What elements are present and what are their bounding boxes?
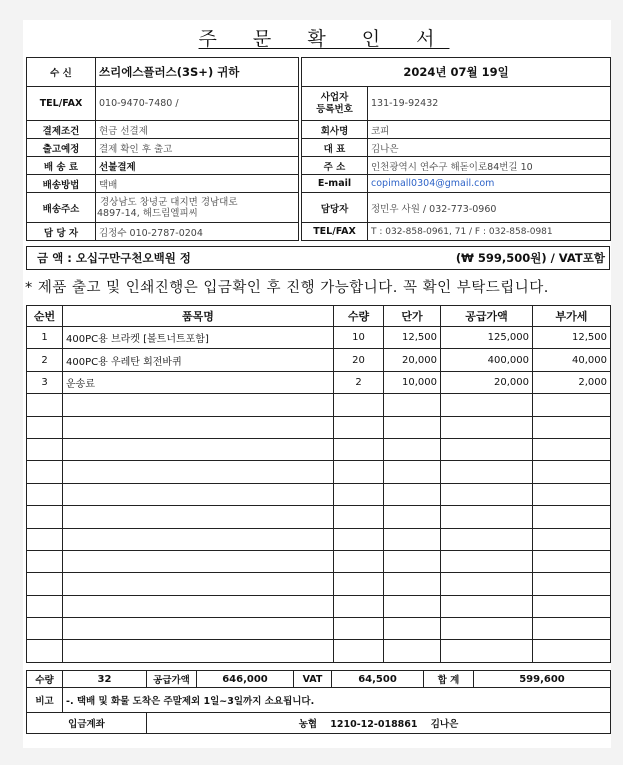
items-table bbox=[26, 305, 611, 663]
empty-cell bbox=[27, 640, 63, 662]
empty-table-row bbox=[27, 640, 611, 662]
total-value: 599,600 bbox=[474, 671, 611, 688]
amount-text: 금 액 : 오십구만구천오백원 정 bbox=[37, 251, 191, 265]
amount-box bbox=[26, 246, 610, 270]
empty-cell bbox=[441, 595, 533, 617]
manager-value: 정민우 사원 / 032-773-0960 bbox=[368, 193, 611, 223]
row-name: 운송료 bbox=[63, 371, 334, 393]
col-header-name: 품목명 bbox=[63, 306, 334, 327]
empty-cell bbox=[441, 528, 533, 550]
empty-cell bbox=[384, 573, 441, 595]
empty-cell bbox=[384, 461, 441, 483]
empty-cell bbox=[384, 528, 441, 550]
empty-cell bbox=[63, 640, 334, 662]
empty-cell bbox=[334, 595, 384, 617]
empty-cell bbox=[533, 550, 611, 572]
tel-label: TEL/FAX bbox=[27, 87, 96, 121]
empty-cell bbox=[533, 461, 611, 483]
empty-cell bbox=[63, 595, 334, 617]
email-link[interactable]: copimall0304@gmail.com bbox=[368, 175, 611, 193]
shipcost-value: 선불결제 bbox=[96, 157, 299, 175]
empty-cell bbox=[334, 483, 384, 505]
to-label: 수 신 bbox=[27, 58, 96, 87]
empty-cell bbox=[63, 550, 334, 572]
row-vat: 40,000 bbox=[533, 349, 611, 371]
col-header-no: 순번 bbox=[27, 306, 63, 327]
col-header-price: 단가 bbox=[384, 306, 441, 327]
order-date: 2024년 07월 19일 bbox=[302, 58, 611, 87]
empty-cell bbox=[441, 438, 533, 460]
empty-cell bbox=[63, 528, 334, 550]
empty-table-row bbox=[27, 528, 611, 550]
total-label: 합 계 bbox=[424, 671, 474, 688]
empty-cell bbox=[334, 506, 384, 528]
empty-table-row bbox=[27, 550, 611, 572]
empty-cell bbox=[63, 438, 334, 460]
company-label: 회사명 bbox=[302, 121, 368, 139]
email-label: E-mail bbox=[302, 175, 368, 193]
empty-cell bbox=[334, 573, 384, 595]
empty-cell bbox=[63, 573, 334, 595]
empty-cell bbox=[334, 550, 384, 572]
empty-cell bbox=[63, 618, 334, 640]
release-label: 출고예정 bbox=[27, 139, 96, 157]
table-row bbox=[27, 371, 611, 393]
empty-cell bbox=[441, 416, 533, 438]
release-value: 결제 확인 후 출고 bbox=[96, 139, 299, 157]
row-supply: 125,000 bbox=[441, 327, 533, 349]
empty-cell bbox=[334, 640, 384, 662]
row-price: 20,000 bbox=[384, 349, 441, 371]
empty-cell bbox=[63, 394, 334, 416]
summary-table bbox=[26, 670, 611, 734]
empty-cell bbox=[441, 461, 533, 483]
row-name: 400PC용 우레탄 회전바퀴 bbox=[63, 349, 334, 371]
empty-cell bbox=[384, 618, 441, 640]
empty-cell bbox=[384, 416, 441, 438]
row-no: 3 bbox=[27, 371, 63, 393]
empty-cell bbox=[63, 506, 334, 528]
ceo-label: 대 표 bbox=[302, 139, 368, 157]
empty-cell bbox=[441, 640, 533, 662]
address-value bbox=[96, 193, 299, 223]
items-body bbox=[27, 327, 611, 663]
row-price: 12,500 bbox=[384, 327, 441, 349]
empty-cell bbox=[27, 483, 63, 505]
bank-label: 입금계좌 bbox=[27, 713, 147, 734]
empty-cell bbox=[334, 416, 384, 438]
row-no: 1 bbox=[27, 327, 63, 349]
vat-value: 64,500 bbox=[332, 671, 424, 688]
payment-label: 결제조건 bbox=[27, 121, 96, 139]
empty-cell bbox=[441, 506, 533, 528]
empty-table-row bbox=[27, 461, 611, 483]
row-qty: 10 bbox=[334, 327, 384, 349]
row-qty: 20 bbox=[334, 349, 384, 371]
regno-label: 사업자 등록번호 bbox=[302, 87, 368, 121]
empty-table-row bbox=[27, 394, 611, 416]
supplier-table bbox=[301, 57, 611, 241]
table-row bbox=[27, 349, 611, 371]
empty-cell bbox=[533, 483, 611, 505]
empty-cell bbox=[334, 438, 384, 460]
empty-cell bbox=[533, 416, 611, 438]
empty-cell bbox=[533, 640, 611, 662]
row-name: 400PC용 브라켓 [볼트너트포함] bbox=[63, 327, 334, 349]
qty-label: 수량 bbox=[27, 671, 63, 688]
address-label: 주 소 bbox=[302, 157, 368, 175]
empty-cell bbox=[441, 550, 533, 572]
empty-cell bbox=[27, 550, 63, 572]
empty-cell bbox=[334, 461, 384, 483]
row-supply: 400,000 bbox=[441, 349, 533, 371]
empty-cell bbox=[334, 394, 384, 416]
empty-table-row bbox=[27, 483, 611, 505]
empty-table-row bbox=[27, 438, 611, 460]
empty-cell bbox=[27, 461, 63, 483]
row-supply: 20,000 bbox=[441, 371, 533, 393]
recipient-table bbox=[26, 57, 299, 241]
empty-cell bbox=[27, 394, 63, 416]
tel-value: 010-9470-7480 / bbox=[96, 87, 299, 121]
address-line-2: 4897-14, 해드림엘피씨 bbox=[97, 208, 198, 219]
col-header-vat: 부가세 bbox=[533, 306, 611, 327]
empty-cell bbox=[63, 461, 334, 483]
shipmethod-value: 택배 bbox=[96, 175, 299, 193]
empty-cell bbox=[63, 483, 334, 505]
payment-value: 현금 선결제 bbox=[96, 121, 299, 139]
to-value: 쓰리에스플러스(3S+) 귀하 bbox=[96, 58, 299, 87]
empty-cell bbox=[533, 528, 611, 550]
person-value: 김정수 010-2787-0204 bbox=[96, 223, 299, 241]
supply-label: 공급가액 bbox=[147, 671, 197, 688]
col-header-qty: 수량 bbox=[334, 306, 384, 327]
order-confirmation-document bbox=[23, 20, 611, 748]
empty-cell bbox=[384, 506, 441, 528]
address-line-1: 경상남도 창녕군 대지면 경남대로 bbox=[100, 197, 238, 208]
vat-label: VAT bbox=[294, 671, 332, 688]
bank-value: 농협 1210-12-018861 김나은 bbox=[147, 713, 611, 734]
telfax-label: TEL/FAX bbox=[302, 223, 368, 241]
supply-value: 646,000 bbox=[197, 671, 294, 688]
empty-cell bbox=[533, 573, 611, 595]
empty-cell bbox=[384, 483, 441, 505]
empty-table-row bbox=[27, 618, 611, 640]
empty-cell bbox=[533, 618, 611, 640]
document-title: 주 문 확 인 서 bbox=[198, 28, 450, 50]
qty-value: 32 bbox=[63, 671, 147, 688]
empty-cell bbox=[27, 618, 63, 640]
empty-cell bbox=[533, 394, 611, 416]
remarks-label: 비고 bbox=[27, 688, 63, 713]
empty-cell bbox=[441, 483, 533, 505]
empty-cell bbox=[384, 438, 441, 460]
empty-cell bbox=[334, 528, 384, 550]
address-label: 배송주소 bbox=[27, 193, 96, 223]
empty-cell bbox=[27, 506, 63, 528]
supplier-address-value: 인천광역시 연수구 해돋이로84번길 10 bbox=[368, 157, 611, 175]
empty-cell bbox=[441, 573, 533, 595]
empty-cell bbox=[441, 618, 533, 640]
telfax-value: T : 032-858-0961, 71 / F : 032-858-0981 bbox=[368, 223, 611, 241]
person-label: 담 당 자 bbox=[27, 223, 96, 241]
row-price: 10,000 bbox=[384, 371, 441, 393]
empty-cell bbox=[384, 640, 441, 662]
empty-cell bbox=[334, 618, 384, 640]
row-vat: 12,500 bbox=[533, 327, 611, 349]
table-row bbox=[27, 327, 611, 349]
empty-cell bbox=[27, 438, 63, 460]
empty-cell bbox=[384, 394, 441, 416]
empty-cell bbox=[27, 595, 63, 617]
company-value: 코피 bbox=[368, 121, 611, 139]
empty-cell bbox=[63, 416, 334, 438]
empty-cell bbox=[27, 528, 63, 550]
empty-table-row bbox=[27, 416, 611, 438]
empty-cell bbox=[441, 394, 533, 416]
regno-value: 131-19-92432 bbox=[368, 87, 611, 121]
shipcost-label: 배 송 료 bbox=[27, 157, 96, 175]
row-vat: 2,000 bbox=[533, 371, 611, 393]
empty-cell bbox=[533, 595, 611, 617]
amount-total: (₩ 599,500원) / VAT포함 bbox=[455, 251, 605, 265]
empty-table-row bbox=[27, 506, 611, 528]
manager-label: 담당자 bbox=[302, 193, 368, 223]
empty-cell bbox=[384, 595, 441, 617]
shipmethod-label: 배송방법 bbox=[27, 175, 96, 193]
empty-cell bbox=[384, 550, 441, 572]
row-qty: 2 bbox=[334, 371, 384, 393]
empty-cell bbox=[533, 438, 611, 460]
col-header-supply: 공급가액 bbox=[441, 306, 533, 327]
ceo-value: 김나은 bbox=[368, 139, 611, 157]
remarks-value: -. 택배 및 화물 도착은 주말제외 1일~3일까지 소요됩니다. bbox=[63, 688, 611, 713]
empty-cell bbox=[27, 416, 63, 438]
row-no: 2 bbox=[27, 349, 63, 371]
empty-table-row bbox=[27, 573, 611, 595]
notice-text: * 제품 출고 및 인쇄진행은 입금확인 후 진행 가능합니다. 꼭 확인 부탁드립니다. bbox=[25, 280, 549, 296]
empty-table-row bbox=[27, 595, 611, 617]
empty-cell bbox=[533, 506, 611, 528]
empty-cell bbox=[27, 573, 63, 595]
